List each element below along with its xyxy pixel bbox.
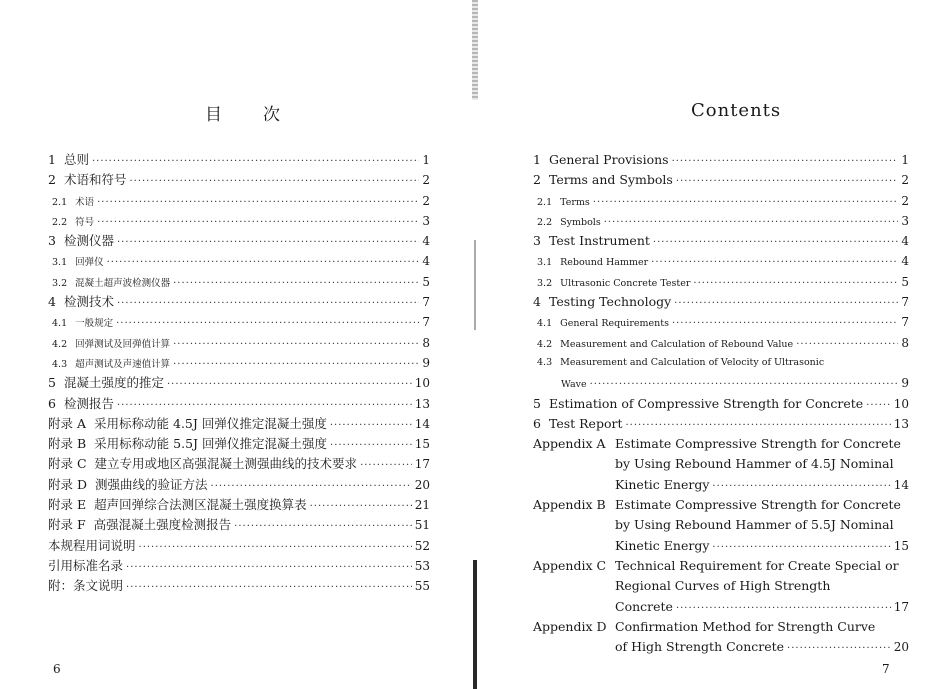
- entry-title: 术语: [75, 196, 95, 208]
- dot-leader: [97, 213, 419, 233]
- dot-leader: [139, 538, 412, 558]
- entry-title: Estimate Compressive Strength for Concrete: [615, 436, 901, 452]
- entry-title: 采用标称动能 4.5J 回弹仪推定混凝土强度: [94, 415, 327, 431]
- entry-number: 4.2: [537, 338, 553, 350]
- entry-page: 2: [901, 193, 909, 208]
- dot-leader: [117, 294, 419, 314]
- entry-title: Test Report: [548, 415, 623, 431]
- dot-leader: [604, 213, 899, 233]
- toc-entry[interactable]: [48, 251, 430, 271]
- dot-leader: [590, 375, 899, 395]
- entry-page: 15: [414, 437, 430, 452]
- toc-entry[interactable]: [533, 211, 909, 231]
- toc-entry[interactable]: [533, 150, 909, 170]
- toc-entry[interactable]: [533, 191, 909, 211]
- dot-leader: [672, 152, 899, 172]
- toc-entry-continuation[interactable]: [533, 475, 909, 495]
- dot-leader: [211, 477, 412, 497]
- dot-leader: [672, 314, 898, 334]
- entry-number: Appendix C: [533, 557, 607, 573]
- entry-number: 6: [48, 395, 56, 411]
- toc-entry[interactable]: [48, 475, 430, 495]
- toc-entry[interactable]: [533, 495, 909, 515]
- entry-title: 附：条文说明: [48, 578, 124, 594]
- entry-page: 10: [893, 396, 909, 411]
- dot-leader: [117, 233, 419, 253]
- toc-entry[interactable]: [533, 231, 909, 251]
- entry-title: General Provisions: [548, 152, 669, 167]
- entry-page: 4: [901, 254, 909, 269]
- entry-title: 检测技术: [63, 294, 114, 310]
- entry-number: 4.1: [52, 318, 68, 330]
- entry-title: Testing Technology: [548, 294, 672, 310]
- entry-page: 9: [901, 376, 909, 391]
- entry-page: 10: [414, 376, 430, 391]
- toc-entry[interactable]: [48, 373, 430, 393]
- entry-title: 超声回弹综合法测区混凝土强度换算表: [94, 497, 307, 513]
- entry-page: 17: [893, 599, 909, 614]
- entry-page: 4: [422, 234, 430, 249]
- toc-entry[interactable]: [533, 333, 909, 353]
- toc-entry[interactable]: [533, 170, 909, 190]
- dot-leader: [712, 477, 890, 497]
- toc-entry-continuation[interactable]: [533, 576, 909, 596]
- entry-number: 3.2: [52, 277, 68, 289]
- entry-number: 3: [533, 233, 541, 249]
- entry-page: 2: [422, 193, 430, 208]
- dot-leader: [126, 558, 412, 578]
- entry-title: by Using Rebound Hammer of 5.5J Nominal: [615, 517, 894, 533]
- toc-entry[interactable]: [533, 272, 909, 292]
- entry-number: 附录 F: [48, 517, 86, 533]
- entry-number: 4.3: [537, 356, 553, 368]
- toc-entry-continuation[interactable]: [533, 536, 909, 556]
- dot-leader: [653, 233, 898, 253]
- toc-entry[interactable]: [533, 394, 909, 414]
- entry-title: of High Strength Concrete: [615, 639, 785, 655]
- toc-entry[interactable]: [48, 150, 430, 170]
- entry-title: Terms and Symbols: [548, 172, 673, 188]
- page-number-left: 6: [53, 662, 61, 676]
- toc-entry[interactable]: [533, 414, 909, 434]
- entry-title: Estimate Compressive Strength for Concrete: [615, 497, 901, 513]
- toc-list-english: [533, 150, 909, 657]
- dot-leader: [360, 456, 412, 476]
- toc-entry[interactable]: [48, 211, 430, 231]
- dot-leader: [593, 193, 899, 213]
- toc-entry[interactable]: [48, 495, 430, 515]
- entry-number: 4: [533, 294, 541, 310]
- entry-number: 4: [48, 294, 56, 310]
- dot-leader: [173, 274, 419, 294]
- entry-page: 14: [893, 477, 909, 492]
- dot-leader: [116, 314, 419, 334]
- entry-title: 本规程用词说明: [48, 537, 136, 553]
- toc-entry[interactable]: [48, 434, 430, 454]
- toc-entry[interactable]: [48, 394, 430, 414]
- dot-leader: [92, 152, 419, 172]
- entry-number: 4.1: [537, 318, 553, 330]
- entry-title: Symbols: [560, 216, 601, 228]
- toc-entry[interactable]: [48, 576, 430, 596]
- dot-leader: [97, 193, 419, 213]
- entry-title: 回弹测试及回弹值计算: [75, 338, 171, 350]
- entry-number: Appendix D: [533, 618, 607, 634]
- entry-page: 20: [414, 477, 430, 492]
- entry-title: 采用标称动能 5.5J 回弹仪推定混凝土强度: [94, 436, 328, 452]
- entry-number: 5: [48, 375, 56, 391]
- entry-page: 3: [901, 213, 909, 228]
- dot-leader: [330, 436, 412, 456]
- entry-number: 3: [48, 233, 56, 249]
- toc-entry-continuation[interactable]: [533, 373, 909, 393]
- entry-number: 附录 A: [48, 415, 87, 431]
- toc-entry[interactable]: [48, 515, 430, 535]
- entry-page: 1: [901, 153, 909, 167]
- dot-leader: [234, 517, 412, 537]
- title-char-1: 目: [205, 105, 223, 125]
- right-page-title: Contents: [691, 100, 782, 121]
- entry-page: 53: [414, 558, 430, 573]
- entry-number: 附录 E: [48, 497, 87, 513]
- entry-page: 52: [414, 538, 430, 553]
- toc-entry[interactable]: [48, 333, 430, 353]
- toc-entry[interactable]: [533, 617, 909, 637]
- entry-number: 附录 C: [48, 456, 87, 472]
- entry-page: 4: [901, 234, 909, 249]
- dot-leader: [866, 396, 891, 416]
- entry-number: 2.2: [52, 216, 68, 228]
- entry-number: 3.2: [537, 277, 553, 289]
- entry-title: Confirmation Method for Strength Curve: [615, 618, 876, 634]
- entry-page: 7: [901, 295, 909, 310]
- entry-number: 6: [533, 415, 541, 431]
- toc-entry[interactable]: [533, 251, 909, 271]
- title-char-2: 次: [263, 105, 281, 125]
- dot-leader: [712, 538, 890, 558]
- entry-title: Rebound Hammer: [560, 257, 649, 269]
- entry-number: 2.1: [52, 196, 68, 208]
- entry-page: 4: [422, 254, 430, 269]
- entry-number: Appendix B: [533, 497, 606, 513]
- toc-entry[interactable]: [533, 292, 909, 312]
- entry-page: 9: [422, 355, 430, 370]
- toc-entry[interactable]: [48, 231, 430, 251]
- entry-title: 回弹仪: [75, 257, 104, 269]
- entry-page: 8: [422, 335, 430, 350]
- entry-title: 检测仪器: [63, 233, 114, 249]
- dot-leader: [674, 294, 898, 314]
- dot-leader: [167, 375, 412, 395]
- toc-entry[interactable]: [48, 353, 430, 373]
- dot-leader: [173, 355, 419, 375]
- entry-title: Kinetic Energy: [615, 537, 710, 553]
- entry-page: 3: [422, 213, 430, 228]
- dot-leader: [693, 274, 898, 294]
- entry-page: 1: [422, 153, 430, 167]
- entry-title: 建立专用或地区高强混凝土测强曲线的技术要求: [94, 456, 358, 472]
- entry-number: 4.2: [52, 338, 68, 350]
- entry-number: 2.2: [537, 216, 553, 228]
- entry-title: Technical Requirement for Create Special or: [615, 557, 899, 573]
- dot-leader: [796, 335, 898, 355]
- entry-page: 20: [893, 640, 909, 655]
- entry-page: 7: [422, 315, 430, 330]
- entry-title: 术语和符号: [63, 172, 127, 188]
- entry-number: 4.3: [52, 358, 68, 370]
- entry-title: Concrete: [615, 598, 673, 614]
- entry-number: 附录 D: [48, 476, 87, 492]
- entry-page: 13: [414, 396, 430, 411]
- entry-number: 附录 B: [48, 436, 87, 452]
- entry-number: Appendix A: [533, 436, 606, 452]
- entry-number: 2: [533, 172, 541, 188]
- toc-entry[interactable]: [48, 556, 430, 576]
- toc-entry[interactable]: [533, 353, 909, 373]
- left-page-title: [205, 100, 281, 125]
- entry-page: 21: [414, 498, 430, 513]
- toc-entry[interactable]: [48, 536, 430, 556]
- entry-page: 14: [414, 416, 430, 431]
- toc-list-chinese: [48, 150, 430, 597]
- entry-title: 超声测试及声速值计算: [75, 358, 171, 370]
- dot-leader: [117, 396, 412, 416]
- toc-entry-continuation[interactable]: [533, 597, 909, 617]
- entry-title: Estimation of Compressive Strength for Concrete: [548, 395, 864, 411]
- entry-number: 1: [48, 152, 56, 167]
- entry-page: 55: [414, 579, 430, 594]
- entry-page: 17: [414, 457, 430, 472]
- entry-number: 3.1: [52, 257, 68, 269]
- entry-page: 5: [901, 274, 909, 289]
- entry-number: 2.1: [537, 196, 553, 208]
- entry-title: 检测报告: [63, 395, 114, 411]
- entry-title: Terms: [560, 196, 590, 208]
- dot-leader: [787, 639, 891, 659]
- entry-page: 8: [901, 335, 909, 350]
- toc-entry-continuation[interactable]: [533, 637, 909, 657]
- entry-page: 15: [893, 538, 909, 553]
- toc-entry[interactable]: [48, 414, 430, 434]
- toc-entry[interactable]: [533, 434, 909, 454]
- entry-page: 51: [414, 518, 430, 533]
- toc-entry[interactable]: [48, 454, 430, 474]
- dot-leader: [330, 416, 412, 436]
- entry-title: by Using Rebound Hammer of 4.5J Nominal: [615, 456, 894, 472]
- dot-leader: [676, 599, 891, 619]
- entry-number: 3.1: [537, 257, 553, 269]
- entry-title: 测强曲线的验证方法: [95, 476, 208, 492]
- entry-page: 5: [422, 274, 430, 289]
- entry-title: General Requirements: [560, 318, 669, 330]
- entry-number: 1: [533, 152, 541, 167]
- toc-entry[interactable]: [48, 272, 430, 292]
- entry-title: 一般规定: [75, 318, 114, 330]
- toc-entry[interactable]: [48, 292, 430, 312]
- entry-page: 13: [893, 416, 909, 431]
- dot-leader: [676, 172, 899, 192]
- dot-leader: [173, 335, 419, 355]
- dot-leader: [107, 253, 420, 273]
- entry-page: 2: [901, 173, 909, 188]
- page-number-right: 7: [882, 662, 890, 676]
- toc-entry-continuation[interactable]: [533, 515, 909, 535]
- entry-title: Kinetic Energy: [615, 476, 710, 492]
- entry-title: Test Instrument: [548, 233, 650, 249]
- toc-entry[interactable]: [48, 312, 430, 332]
- entry-number: 2: [48, 172, 56, 188]
- entry-page: 7: [422, 295, 430, 310]
- dot-leader: [129, 172, 419, 192]
- entry-title: 混凝土强度的推定: [63, 375, 164, 391]
- toc-entry-continuation[interactable]: [533, 454, 909, 474]
- toc-entry[interactable]: [48, 191, 430, 211]
- entry-title: 总则: [63, 152, 89, 167]
- right-page: [475, 0, 950, 689]
- entry-title: 符号: [75, 216, 95, 228]
- toc-entry[interactable]: [48, 170, 430, 190]
- entry-title: Measurement and Calculation of Velocity of Ultrasonic: [560, 356, 825, 368]
- entry-title: Regional Curves of High Strength: [615, 578, 831, 594]
- dot-leader: [651, 253, 898, 273]
- entry-number: 5: [533, 395, 541, 411]
- toc-entry[interactable]: [533, 556, 909, 576]
- dot-leader: [625, 416, 890, 436]
- entry-title: 引用标准名录: [48, 557, 124, 573]
- entry-page: 2: [422, 173, 430, 188]
- entry-title: 高强混凝土强度检测报告: [93, 517, 232, 533]
- entry-title: Wave: [561, 379, 587, 391]
- toc-entry[interactable]: [533, 312, 909, 332]
- dot-leader: [126, 578, 412, 598]
- entry-page: 7: [901, 315, 909, 330]
- entry-title: Ultrasonic Concrete Tester: [560, 277, 691, 289]
- entry-title: 混凝土超声波检测仪器: [75, 277, 171, 289]
- entry-title: Measurement and Calculation of Rebound Value: [560, 338, 794, 350]
- dot-leader: [310, 497, 412, 517]
